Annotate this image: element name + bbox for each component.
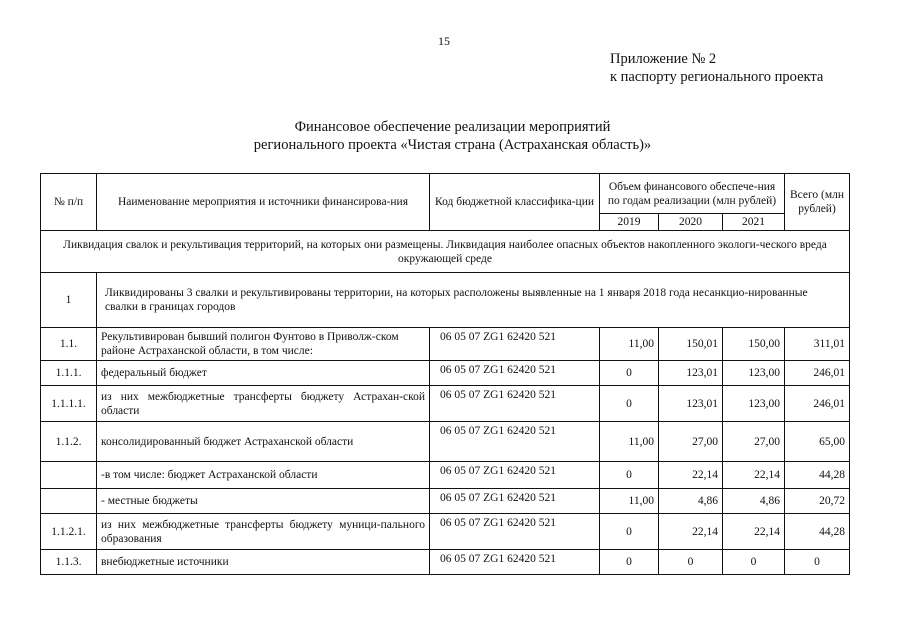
table-row	[41, 462, 850, 489]
header-name: Наименование мероприятия и источники финансирова-ния	[97, 174, 430, 231]
row-code: 06 05 07 ZG1 62420 521	[430, 550, 600, 575]
row-2021: 0	[723, 550, 785, 575]
item-1-row	[41, 273, 850, 328]
row-name: из них межбюджетные трансферты бюджету муници-пального образования	[97, 514, 430, 550]
row-code: 06 05 07 ZG1 62420 521	[430, 489, 600, 514]
row-2019: 0	[600, 386, 659, 422]
table-row	[41, 514, 850, 550]
title-line-2: регионального проекта «Чистая страна (Астраханская область)»	[253, 137, 652, 153]
row-num	[41, 489, 97, 514]
row-total: 20,72	[785, 489, 850, 514]
row-name: консолидированный бюджет Астраханской области	[97, 422, 430, 462]
row-2020: 22,14	[659, 514, 723, 550]
row-num	[41, 462, 97, 489]
document-title	[0, 118, 905, 154]
header-total: Всего (млн рублей)	[785, 174, 850, 231]
row-total: 44,28	[785, 462, 850, 489]
row-code: 06 05 07 ZG1 62420 521	[430, 422, 600, 462]
table-row	[41, 550, 850, 575]
row-total: 44,28	[785, 514, 850, 550]
section-row	[41, 231, 850, 273]
row-total: 246,01	[785, 361, 850, 386]
row-name: -в том числе: бюджет Астраханской области	[97, 462, 430, 489]
finance-table	[40, 173, 850, 575]
row-name: из них межбюджетные трансферты бюджету Астрахан-ской области	[97, 386, 430, 422]
header-year-2021: 2021	[723, 214, 785, 231]
row-2021: 150,00	[723, 328, 785, 361]
row-code: 06 05 07 ZG1 62420 521	[430, 462, 600, 489]
row-total: 65,00	[785, 422, 850, 462]
table-row	[41, 422, 850, 462]
row-2020: 123,01	[659, 361, 723, 386]
row-num: 1.1.1.	[41, 361, 97, 386]
row-name: Рекультивирован бывший полигон Фунтово в Приволж-ском районе Астраханской области, в том числе:	[97, 328, 430, 361]
row-code: 06 05 07 ZG1 62420 521	[430, 361, 600, 386]
table-row	[41, 361, 850, 386]
appendix-line-1: Приложение № 2	[610, 51, 717, 67]
page-number: 15	[438, 34, 450, 48]
row-2021: 123,00	[723, 386, 785, 422]
item-1-num: 1	[41, 273, 97, 328]
row-2019: 0	[600, 462, 659, 489]
row-total: 0	[785, 550, 850, 575]
row-2021: 123,00	[723, 361, 785, 386]
row-2020: 22,14	[659, 462, 723, 489]
row-code: 06 05 07 ZG1 62420 521	[430, 514, 600, 550]
table-row	[41, 489, 850, 514]
row-2019: 11,00	[600, 489, 659, 514]
row-2019: 11,00	[600, 422, 659, 462]
row-num: 1.1.3.	[41, 550, 97, 575]
table-row	[41, 328, 850, 361]
item-1-text: Ликвидированы 3 свалки и рекультивированы территории, на которых расположены выявленные на 1 января 2018 года несанкцио-нированные свалки в границах городов	[97, 273, 850, 328]
row-name: - местные бюджеты	[97, 489, 430, 514]
row-total: 246,01	[785, 386, 850, 422]
header-code: Код бюджетной классифика-ции	[430, 174, 600, 231]
row-2019: 0	[600, 361, 659, 386]
row-2019: 0	[600, 550, 659, 575]
row-name: федеральный бюджет	[97, 361, 430, 386]
row-2020: 27,00	[659, 422, 723, 462]
table-row	[41, 386, 850, 422]
header-year-2019: 2019	[600, 214, 659, 231]
row-2021: 22,14	[723, 462, 785, 489]
row-2020: 150,01	[659, 328, 723, 361]
row-2021: 27,00	[723, 422, 785, 462]
row-code: 06 05 07 ZG1 62420 521	[430, 386, 600, 422]
header-year-2020: 2020	[659, 214, 723, 231]
row-2020: 0	[659, 550, 723, 575]
header-row	[41, 174, 850, 214]
row-num: 1.1.1.1.	[41, 386, 97, 422]
appendix-line-2: к паспорту регионального проекта	[610, 69, 824, 85]
row-2019: 11,00	[600, 328, 659, 361]
row-num: 1.1.2.1.	[41, 514, 97, 550]
row-name: внебюджетные источники	[97, 550, 430, 575]
row-2020: 123,01	[659, 386, 723, 422]
row-total: 311,01	[785, 328, 850, 361]
row-code: 06 05 07 ZG1 62420 521	[430, 328, 600, 361]
row-2019: 0	[600, 514, 659, 550]
header-volume: Объем финансового обеспече-ния по годам реализации (млн рублей)	[600, 174, 785, 214]
row-2021: 22,14	[723, 514, 785, 550]
row-num: 1.1.	[41, 328, 97, 361]
section-title: Ликвидация свалок и рекультивация территорий, на которых они размещены. Ликвидация наиболее опасных объектов накопленного экологи-ческого вреда окружающей среде	[41, 231, 850, 273]
title-line-1: Финансовое обеспечение реализации мероприятий	[294, 119, 611, 135]
row-2021: 4,86	[723, 489, 785, 514]
row-2020: 4,86	[659, 489, 723, 514]
header-num: № п/п	[41, 174, 97, 231]
row-num: 1.1.2.	[41, 422, 97, 462]
appendix-note	[610, 50, 823, 86]
